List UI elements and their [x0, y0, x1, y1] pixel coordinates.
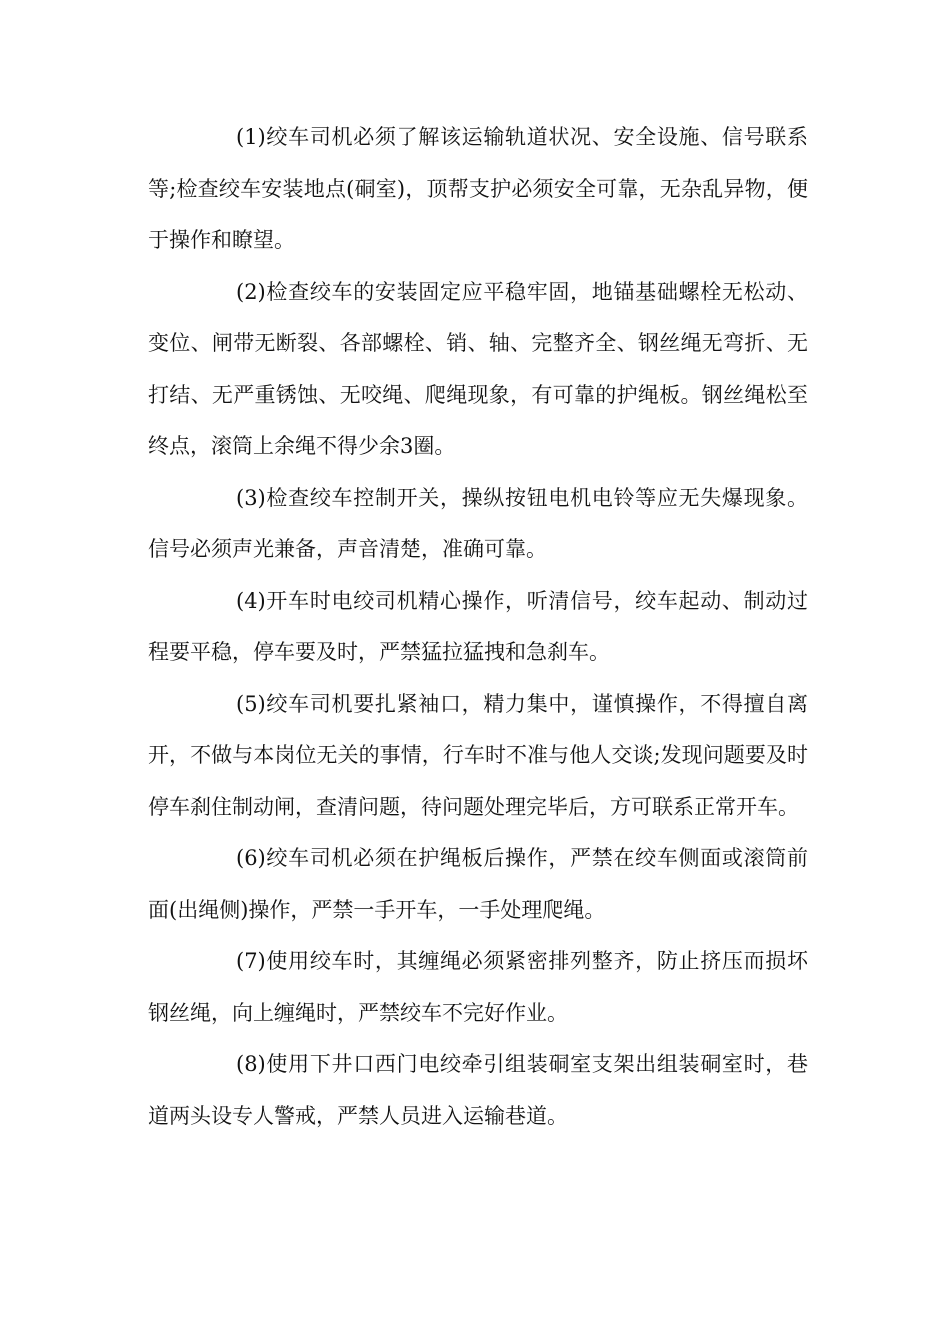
paragraph-7: (7)使用绞车时，其缠绳必须紧密排列整齐，防止挤压而损坏钢丝绳，向上缠绳时，严禁绞车不完好作业。 — [148, 949, 808, 1025]
document-body — [148, 112, 808, 1142]
paragraph-4: (4)开车时电绞司机精心操作，听清信号，绞车起动、制动过程要平稳，停车要及时，严禁猛拉猛拽和急刹车。 — [148, 588, 808, 664]
paragraph-5: (5)绞车司机要扎紧袖口，精力集中，谨慎操作，不得擅自离开，不做与本岗位无关的事情，行车时不准与他人交谈;发现问题要及时停车刹住制动闸，查清问题，待问题处理完毕后，方可联系正常开车。 — [148, 691, 808, 819]
paragraph-6: (6)绞车司机必须在护绳板后操作，严禁在绞车侧面或滚筒前面(出绳侧)操作，严禁一手开车，一手处理爬绳。 — [148, 846, 808, 922]
paragraph-8: (8)使用下井口西门电绞牵引组装硐室支架出组装硐室时，巷道两头设专人警戒，严禁人员进入运输巷道。 — [148, 1052, 808, 1128]
paragraph-1: (1)绞车司机必须了解该运输轨道状况、安全设施、信号联系等;检查绞车安装地点(硐室)，顶帮支护必须安全可靠，无杂乱异物，便于操作和瞭望。 — [148, 125, 808, 252]
paragraph-3: (3)检查绞车控制开关，操纵按钮电机电铃等应无失爆现象。信号必须声光兼备，声音清楚，准确可靠。 — [148, 485, 808, 561]
paragraph-2: (2)检查绞车的安装固定应平稳牢固，地锚基础螺栓无松动、变位、闸带无断裂、各部螺栓、销、轴、完整齐全、钢丝绳无弯折、无打结、无严重锈蚀、无咬绳、爬绳现象，有可靠的护绳板。钢丝绳松至终点，滚筒上余绳不得少余3圈。 — [148, 279, 808, 458]
